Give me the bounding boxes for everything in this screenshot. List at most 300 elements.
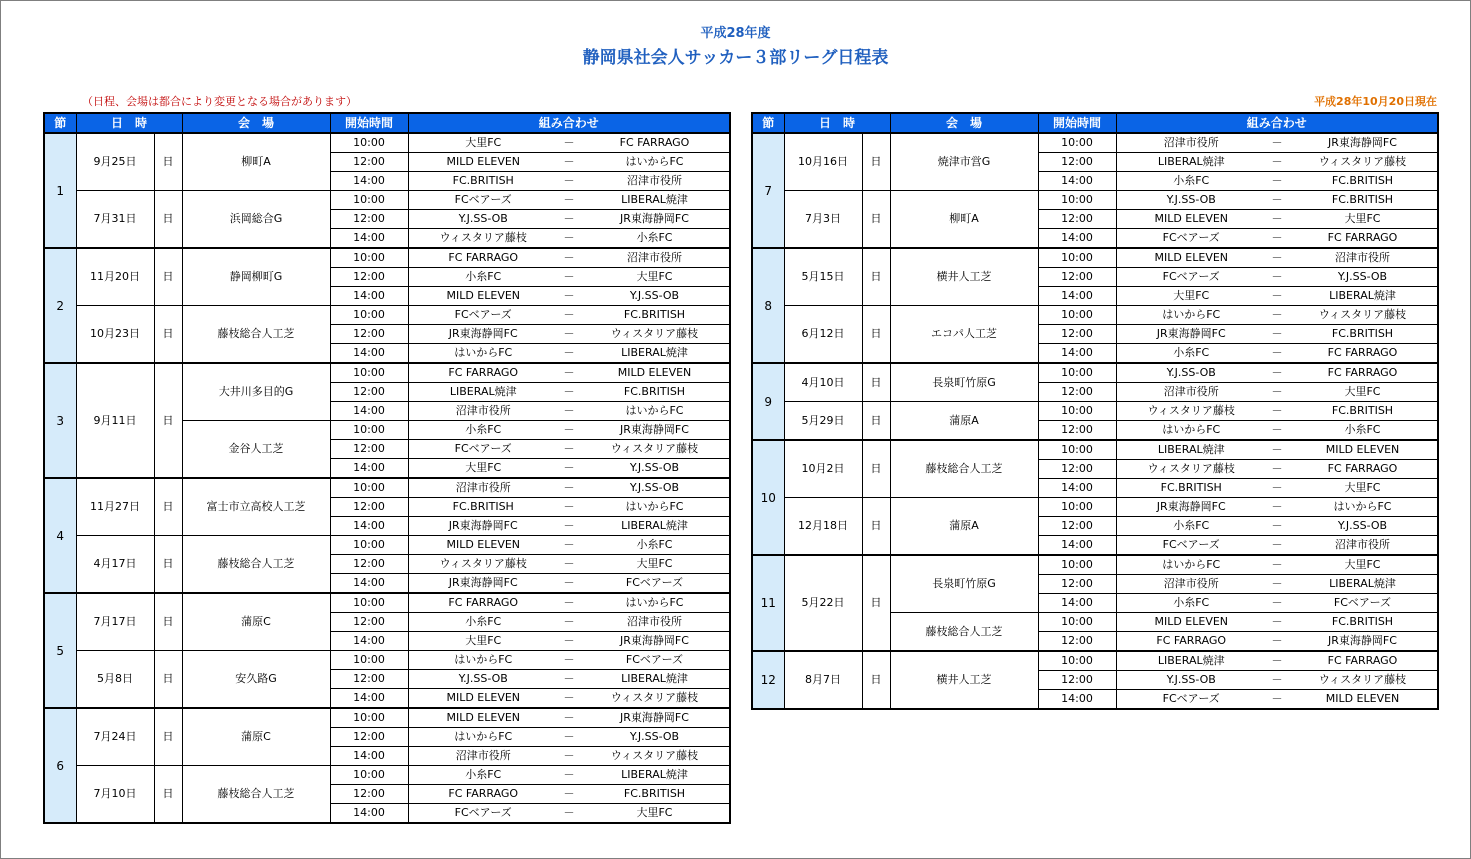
versus-dash: －	[558, 593, 580, 613]
venue-name: 金谷人工芝	[182, 421, 330, 479]
venue-name: 柳町A	[890, 191, 1038, 249]
away-team: FC.BRITISH	[580, 306, 730, 325]
versus-dash: －	[558, 478, 580, 498]
away-team: 大里FC	[580, 555, 730, 574]
start-time: 10:00	[1038, 555, 1116, 575]
home-team: FCベアーズ	[1116, 268, 1266, 287]
start-time: 10:00	[330, 421, 408, 440]
match-date: 12月18日	[784, 498, 862, 556]
away-team: FC FARRAGO	[1288, 363, 1438, 383]
home-team: FC FARRAGO	[408, 593, 558, 613]
away-team: JR東海静岡FC	[580, 421, 730, 440]
home-team: 沼津市役所	[1116, 383, 1266, 402]
col-start-time: 開始時間	[330, 113, 408, 133]
start-time: 12:00	[330, 383, 408, 402]
start-time: 10:00	[1038, 440, 1116, 460]
start-time: 10:00	[330, 593, 408, 613]
start-time: 12:00	[1038, 383, 1116, 402]
versus-dash: －	[558, 268, 580, 287]
versus-dash: －	[558, 191, 580, 210]
home-team: FC FARRAGO	[408, 785, 558, 804]
match-weekday: 日	[862, 402, 890, 441]
start-time: 10:00	[1038, 402, 1116, 421]
match-row	[44, 478, 730, 498]
match-weekday: 日	[154, 536, 182, 594]
start-time: 12:00	[330, 440, 408, 459]
col-venue: 会 場	[182, 113, 330, 133]
venue-name: 長泉町竹原G	[890, 363, 1038, 402]
away-team: JR東海静岡FC	[580, 632, 730, 651]
start-time: 14:00	[1038, 479, 1116, 498]
start-time: 10:00	[1038, 306, 1116, 325]
schedule-table-left	[43, 112, 731, 824]
away-team: ウィスタリア藤枝	[580, 689, 730, 709]
match-date: 6月12日	[784, 306, 862, 364]
match-date: 7月3日	[784, 191, 862, 249]
schedule-table-right	[751, 112, 1439, 710]
match-weekday: 日	[862, 498, 890, 556]
away-team: FCベアーズ	[580, 574, 730, 594]
start-time: 12:00	[330, 728, 408, 747]
home-team: 小糸FC	[408, 766, 558, 785]
start-time: 12:00	[330, 325, 408, 344]
versus-dash: －	[1266, 363, 1288, 383]
versus-dash: －	[1266, 421, 1288, 441]
versus-dash: －	[558, 210, 580, 229]
versus-dash: －	[1266, 383, 1288, 402]
match-row	[44, 651, 730, 670]
away-team: MILD ELEVEN	[580, 363, 730, 383]
versus-dash: －	[558, 574, 580, 594]
versus-dash: －	[1266, 248, 1288, 268]
versus-dash: －	[558, 689, 580, 709]
start-time: 12:00	[1038, 575, 1116, 594]
venue-name: 焼津市営G	[890, 133, 1038, 191]
home-team: JR東海静岡FC	[408, 574, 558, 594]
home-team: 小糸FC	[408, 613, 558, 632]
match-date: 10月16日	[784, 133, 862, 191]
versus-dash: －	[1266, 594, 1288, 613]
section-number: 5	[44, 593, 76, 708]
match-row	[752, 191, 1438, 210]
start-time: 10:00	[330, 651, 408, 670]
versus-dash: －	[558, 785, 580, 804]
start-time: 12:00	[330, 555, 408, 574]
home-team: LIBERAL焼津	[408, 383, 558, 402]
home-team: MILD ELEVEN	[408, 536, 558, 555]
versus-dash: －	[558, 248, 580, 268]
header-row	[44, 113, 730, 133]
versus-dash: －	[558, 651, 580, 670]
versus-dash: －	[558, 402, 580, 421]
match-weekday: 日	[154, 248, 182, 306]
match-weekday: 日	[154, 766, 182, 824]
venue-name: 藤枝総合人工芝	[890, 613, 1038, 652]
match-weekday: 日	[154, 593, 182, 651]
away-team: はいからFC	[580, 498, 730, 517]
home-team: MILD ELEVEN	[1116, 210, 1266, 229]
start-time: 12:00	[1038, 268, 1116, 287]
venue-name: 長泉町竹原G	[890, 555, 1038, 613]
venue-name: 蒲原C	[182, 593, 330, 651]
start-time: 10:00	[1038, 613, 1116, 632]
home-team: 沼津市役所	[1116, 133, 1266, 153]
start-time: 12:00	[330, 785, 408, 804]
match-date: 11月27日	[76, 478, 154, 536]
away-team: JR東海静岡FC	[1288, 632, 1438, 652]
away-team: FC.BRITISH	[1288, 402, 1438, 421]
versus-dash: －	[1266, 306, 1288, 325]
away-team: JR東海静岡FC	[580, 210, 730, 229]
match-date: 5月15日	[784, 248, 862, 306]
match-date: 4月17日	[76, 536, 154, 594]
match-row	[752, 248, 1438, 268]
start-time: 12:00	[330, 210, 408, 229]
venue-name: 富士市立高校人工芝	[182, 478, 330, 536]
home-team: MILD ELEVEN	[1116, 248, 1266, 268]
versus-dash: －	[558, 459, 580, 479]
away-team: FC.BRITISH	[1288, 613, 1438, 632]
match-date: 9月11日	[76, 363, 154, 478]
match-row	[44, 766, 730, 785]
home-team: LIBERAL焼津	[1116, 651, 1266, 671]
away-team: FC.BRITISH	[1288, 191, 1438, 210]
match-row	[752, 133, 1438, 153]
versus-dash: －	[1266, 191, 1288, 210]
versus-dash: －	[1266, 690, 1288, 710]
home-team: 小糸FC	[1116, 517, 1266, 536]
versus-dash: －	[1266, 555, 1288, 575]
away-team: 大里FC	[1288, 210, 1438, 229]
start-time: 14:00	[330, 517, 408, 536]
section-number: 2	[44, 248, 76, 363]
home-team: はいからFC	[1116, 306, 1266, 325]
venue-name: 藤枝総合人工芝	[182, 536, 330, 594]
match-row	[752, 440, 1438, 460]
home-team: Y.J.SS-OB	[408, 670, 558, 689]
match-row	[44, 363, 730, 383]
versus-dash: －	[1266, 517, 1288, 536]
match-weekday: 日	[154, 133, 182, 191]
section-number: 3	[44, 363, 76, 478]
schedule-change-note: （日程、会場は都合により変更となる場合があります）	[82, 95, 357, 108]
away-team: FC FARRAGO	[1288, 651, 1438, 671]
start-time: 14:00	[1038, 536, 1116, 556]
home-team: MILD ELEVEN	[408, 287, 558, 306]
away-team: 沼津市役所	[580, 172, 730, 191]
versus-dash: －	[558, 747, 580, 766]
home-team: FCベアーズ	[1116, 536, 1266, 556]
season-year: 平成28年度	[700, 26, 771, 41]
home-team: LIBERAL焼津	[1116, 440, 1266, 460]
versus-dash: －	[558, 708, 580, 728]
away-team: Y.J.SS-OB	[580, 728, 730, 747]
versus-dash: －	[558, 728, 580, 747]
venue-name: 柳町A	[182, 133, 330, 191]
match-date: 10月23日	[76, 306, 154, 364]
start-time: 12:00	[1038, 210, 1116, 229]
home-team: ウィスタリア藤枝	[1116, 460, 1266, 479]
venue-name: 横井人工芝	[890, 248, 1038, 306]
section-number: 1	[44, 133, 76, 248]
versus-dash: －	[558, 536, 580, 555]
versus-dash: －	[1266, 210, 1288, 229]
start-time: 14:00	[330, 747, 408, 766]
away-team: FCベアーズ	[580, 651, 730, 670]
start-time: 12:00	[330, 498, 408, 517]
home-team: MILD ELEVEN	[1116, 613, 1266, 632]
away-team: 大里FC	[1288, 555, 1438, 575]
home-team: JR東海静岡FC	[408, 517, 558, 536]
away-team: MILD ELEVEN	[1288, 440, 1438, 460]
home-team: 沼津市役所	[1116, 575, 1266, 594]
away-team: ウィスタリア藤枝	[1288, 671, 1438, 690]
away-team: 大里FC	[580, 268, 730, 287]
away-team: Y.J.SS-OB	[580, 459, 730, 479]
away-team: FC.BRITISH	[580, 383, 730, 402]
match-weekday: 日	[154, 651, 182, 709]
start-time: 14:00	[1038, 690, 1116, 710]
venue-name: 静岡柳町G	[182, 248, 330, 306]
match-row	[44, 306, 730, 325]
venue-name: 横井人工芝	[890, 651, 1038, 709]
start-time: 10:00	[330, 478, 408, 498]
home-team: JR東海静岡FC	[408, 325, 558, 344]
home-team: FC.BRITISH	[408, 498, 558, 517]
match-date: 8月7日	[784, 651, 862, 709]
versus-dash: －	[1266, 325, 1288, 344]
away-team: 沼津市役所	[1288, 536, 1438, 556]
away-team: はいからFC	[580, 593, 730, 613]
home-team: FCベアーズ	[408, 804, 558, 824]
away-team: LIBERAL焼津	[580, 766, 730, 785]
col-start-time: 開始時間	[1038, 113, 1116, 133]
versus-dash: －	[1266, 498, 1288, 517]
col-matchup: 組み合わせ	[408, 113, 730, 133]
home-team: ウィスタリア藤枝	[408, 555, 558, 574]
home-team: 小糸FC	[1116, 172, 1266, 191]
home-team: Y.J.SS-OB	[1116, 191, 1266, 210]
section-number: 7	[752, 133, 784, 248]
versus-dash: －	[558, 229, 580, 249]
start-time: 12:00	[1038, 325, 1116, 344]
section-number: 8	[752, 248, 784, 363]
start-time: 14:00	[330, 172, 408, 191]
home-team: 大里FC	[408, 632, 558, 651]
away-team: ウィスタリア藤枝	[580, 747, 730, 766]
match-date: 5月8日	[76, 651, 154, 709]
home-team: MILD ELEVEN	[408, 153, 558, 172]
away-team: 沼津市役所	[580, 613, 730, 632]
versus-dash: －	[1266, 671, 1288, 690]
away-team: 小糸FC	[1288, 421, 1438, 441]
away-team: ウィスタリア藤枝	[1288, 153, 1438, 172]
start-time: 14:00	[1038, 172, 1116, 191]
start-time: 14:00	[1038, 229, 1116, 249]
home-team: FC FARRAGO	[408, 248, 558, 268]
section-number: 6	[44, 708, 76, 823]
venue-name: 藤枝総合人工芝	[182, 766, 330, 824]
start-time: 14:00	[330, 402, 408, 421]
versus-dash: －	[558, 498, 580, 517]
versus-dash: －	[1266, 153, 1288, 172]
home-team: 小糸FC	[408, 268, 558, 287]
away-team: JR東海静岡FC	[580, 708, 730, 728]
match-weekday: 日	[154, 708, 182, 766]
away-team: はいからFC	[580, 153, 730, 172]
section-number: 9	[752, 363, 784, 440]
versus-dash: －	[1266, 229, 1288, 249]
home-team: LIBERAL焼津	[1116, 153, 1266, 172]
away-team: FC FARRAGO	[1288, 229, 1438, 249]
home-team: ウィスタリア藤枝	[408, 229, 558, 249]
versus-dash: －	[558, 287, 580, 306]
home-team: ウィスタリア藤枝	[1116, 402, 1266, 421]
start-time: 10:00	[1038, 191, 1116, 210]
home-team: FC FARRAGO	[408, 363, 558, 383]
start-time: 10:00	[1038, 498, 1116, 517]
start-time: 10:00	[330, 766, 408, 785]
col-date: 日 時	[76, 113, 182, 133]
match-weekday: 日	[154, 478, 182, 536]
start-time: 12:00	[1038, 632, 1116, 652]
start-time: 12:00	[1038, 460, 1116, 479]
versus-dash: －	[558, 363, 580, 383]
match-weekday: 日	[862, 651, 890, 709]
match-row	[44, 708, 730, 728]
home-team: FC FARRAGO	[1116, 632, 1266, 652]
away-team: Y.J.SS-OB	[580, 478, 730, 498]
away-team: 沼津市役所	[1288, 248, 1438, 268]
match-row	[44, 191, 730, 210]
home-team: 沼津市役所	[408, 478, 558, 498]
home-team: JR東海静岡FC	[1116, 325, 1266, 344]
schedule-body-right	[752, 133, 1438, 709]
header-row	[752, 113, 1438, 133]
start-time: 14:00	[330, 229, 408, 249]
start-time: 14:00	[330, 632, 408, 651]
section-number: 10	[752, 440, 784, 555]
col-matchup: 組み合わせ	[1116, 113, 1438, 133]
start-time: 10:00	[1038, 133, 1116, 153]
section-number: 4	[44, 478, 76, 593]
home-team: はいからFC	[408, 651, 558, 670]
page-title: 静岡県社会人サッカー３部リーグ日程表	[582, 48, 889, 68]
home-team: FCベアーズ	[408, 440, 558, 459]
match-row	[752, 306, 1438, 325]
match-date: 5月22日	[784, 555, 862, 651]
away-team: MILD ELEVEN	[1288, 690, 1438, 710]
match-row	[44, 248, 730, 268]
away-team: LIBERAL焼津	[580, 670, 730, 689]
home-team: 小糸FC	[1116, 594, 1266, 613]
match-weekday: 日	[862, 133, 890, 191]
away-team: FC FARRAGO	[580, 133, 730, 153]
start-time: 10:00	[330, 191, 408, 210]
away-team: FC.BRITISH	[580, 785, 730, 804]
match-weekday: 日	[154, 191, 182, 249]
versus-dash: －	[558, 133, 580, 153]
versus-dash: －	[1266, 344, 1288, 364]
match-row	[752, 402, 1438, 421]
versus-dash: －	[558, 383, 580, 402]
start-time: 10:00	[330, 708, 408, 728]
start-time: 10:00	[330, 248, 408, 268]
home-team: 大里FC	[408, 133, 558, 153]
match-row	[44, 133, 730, 153]
start-time: 12:00	[330, 670, 408, 689]
start-time: 14:00	[330, 344, 408, 364]
away-team: 小糸FC	[580, 229, 730, 249]
match-date: 7月17日	[76, 593, 154, 651]
home-team: FC.BRITISH	[408, 172, 558, 191]
match-date: 4月10日	[784, 363, 862, 402]
away-team: FC FARRAGO	[1288, 460, 1438, 479]
match-weekday: 日	[154, 306, 182, 364]
home-team: はいからFC	[408, 344, 558, 364]
as-of-date: 平成28年10月20日現在	[1314, 95, 1437, 108]
versus-dash: －	[558, 804, 580, 824]
start-time: 12:00	[330, 613, 408, 632]
versus-dash: －	[558, 632, 580, 651]
versus-dash: －	[558, 421, 580, 440]
match-weekday: 日	[862, 248, 890, 306]
home-team: 小糸FC	[408, 421, 558, 440]
away-team: LIBERAL焼津	[580, 344, 730, 364]
away-team: 大里FC	[1288, 479, 1438, 498]
versus-dash: －	[1266, 651, 1288, 671]
start-time: 12:00	[1038, 671, 1116, 690]
away-team: FC.BRITISH	[1288, 325, 1438, 344]
versus-dash: －	[558, 555, 580, 574]
versus-dash: －	[558, 670, 580, 689]
match-weekday: 日	[862, 191, 890, 249]
start-time: 10:00	[330, 363, 408, 383]
venue-name: 蒲原C	[182, 708, 330, 766]
home-team: はいからFC	[408, 728, 558, 747]
match-date: 5月29日	[784, 402, 862, 441]
versus-dash: －	[1266, 133, 1288, 153]
start-time: 14:00	[1038, 344, 1116, 364]
start-time: 10:00	[1038, 248, 1116, 268]
start-time: 10:00	[1038, 363, 1116, 383]
versus-dash: －	[1266, 172, 1288, 191]
start-time: 10:00	[1038, 651, 1116, 671]
match-row	[44, 593, 730, 613]
match-date: 7月10日	[76, 766, 154, 824]
home-team: はいからFC	[1116, 555, 1266, 575]
versus-dash: －	[1266, 632, 1288, 652]
start-time: 14:00	[1038, 594, 1116, 613]
away-team: FCベアーズ	[1288, 594, 1438, 613]
home-team: 沼津市役所	[408, 747, 558, 766]
start-time: 10:00	[330, 133, 408, 153]
match-date: 9月25日	[76, 133, 154, 191]
away-team: Y.J.SS-OB	[1288, 268, 1438, 287]
versus-dash: －	[1266, 479, 1288, 498]
venue-name: 安久路G	[182, 651, 330, 709]
start-time: 14:00	[330, 804, 408, 824]
start-time: 12:00	[1038, 517, 1116, 536]
venue-name: 浜岡総合G	[182, 191, 330, 249]
match-date: 11月20日	[76, 248, 154, 306]
venue-name: 藤枝総合人工芝	[890, 440, 1038, 498]
versus-dash: －	[1266, 268, 1288, 287]
venue-name: 大井川多目的G	[182, 363, 330, 421]
match-date: 7月24日	[76, 708, 154, 766]
match-weekday: 日	[862, 363, 890, 402]
away-team: はいからFC	[580, 402, 730, 421]
